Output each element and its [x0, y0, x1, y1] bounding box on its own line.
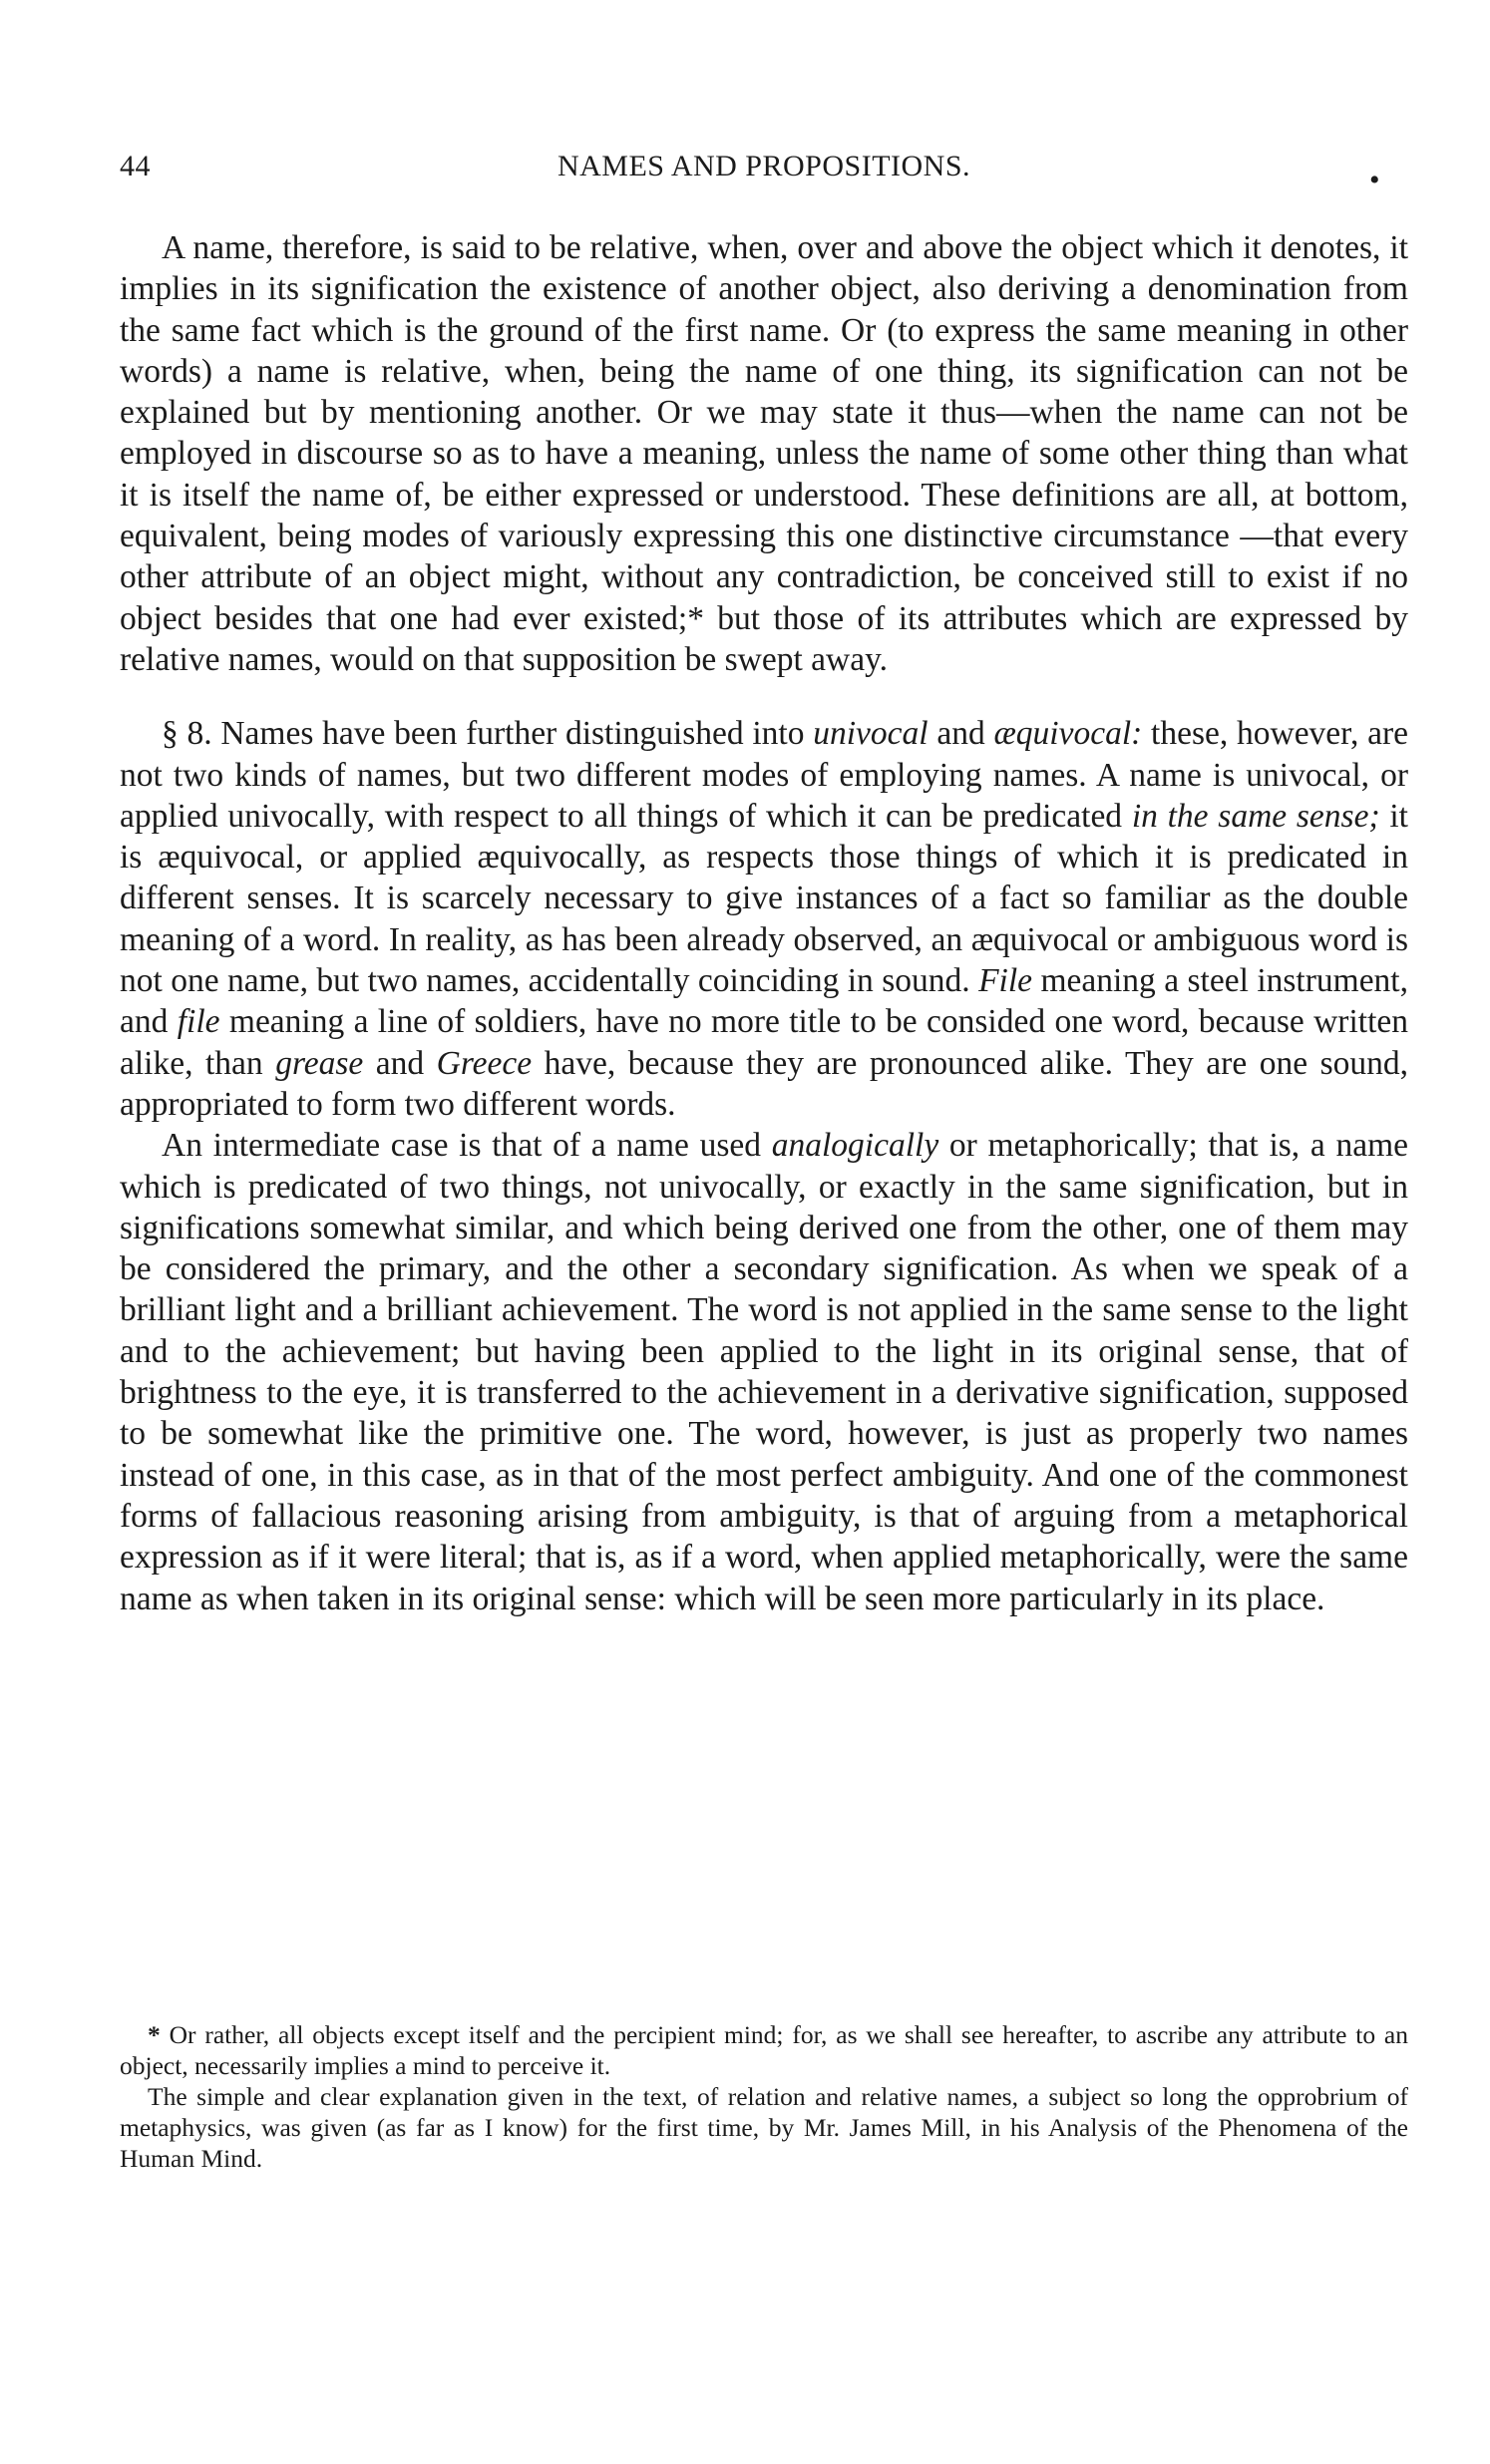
italic-term: analogically — [771, 1127, 939, 1165]
italic-term: File — [978, 962, 1033, 1000]
page-number: 44 — [120, 150, 151, 182]
running-head: NAMES AND PROPOSITIONS. — [557, 150, 971, 182]
italic-term: univocal — [813, 715, 929, 753]
corner-dot-mark: • — [1368, 164, 1380, 196]
footnotes — [120, 2019, 1408, 2174]
page-header — [120, 150, 1408, 196]
italic-term: grease — [275, 1044, 364, 1082]
paragraph-relative-names: A name, therefore, is said to be relative, when, over and above the object which it denotes, it implies in its signification the existence of another object, also deriving a denomination from the same fact which is the ground of the first name. Or (to express the same meaning in other words) a name is relative, when, being the name of one thing, its signification can not be explained but by mentioning another. Or we may state it thus—when the name can not be employed in discourse so as to have a meaning, unless the name of some other thing than what it is itself the name of, be either expressed or understood. These definitions are all, at bottom, equivalent, being modes of variously expressing this one distinctive circumstance —that every other attribute of an object might, without any contradiction, be conceived still to exist if no object besides that one had ever existed;* but those of its attributes which are expressed by relative names, would on that supposition be swept away. — [120, 229, 1408, 678]
footnote-marker: * — [148, 2020, 161, 2049]
italic-term: Greece — [436, 1044, 533, 1082]
italic-term: æquivocal: — [993, 715, 1143, 753]
footnote-2: The simple and clear explanation given in the text, of relation and relative names, a subject so long the opprobrium of metaphysics, was given (as far as I know) for the first time, by Mr. James Mill, in his Analysis of the Phenomena of the Human Mind. — [120, 2082, 1408, 2173]
paragraph-section-8: § 8. Names have been further distinguished into univocal and æquivocal: these, however, are not two kinds of names, but two different modes of employing names. A name is univocal, or applied univocally, with respect to all things of which it can be predicated in the same sense; it is æquivocal, or applied æquivocally, as respects those things of which it is predicated in different senses. It is scarcely necessary to give instances of a fact so familiar as the double meaning of a word. In reality, as has been already observed, an æquivocal or ambiguous word is not one name, but two names, accidentally coinciding in sound. File meaning a steel instrument, and file meaning a line of soldiers, have no more title to be consided one word, because written alike, than grease and Greece have, because they are pronounced alike. They are one sound, appropriated to form two different words. — [120, 715, 1409, 1123]
paragraph-analogical-names: An intermediate case is that of a name used analogically or metaphorically; that is, a name which is predicated of two things, not univocally, or exactly in the same signification, but in significations somewhat similar, and which being derived one from the other, one of them may be considered the primary, and the other a secondary signification. As when we speak of a brilliant light and a brilliant achievement. The word is not applied in the same sense to the light and to the achievement; but having been applied to the light in its original sense, that of brightness to the eye, it is transferred to the achievement in a derivative signification, supposed to be somewhat like the primitive one. The word, however, is just as properly two names instead of one, in this case, as in that of the most perfect ambiguity. And one of the commonest forms of fallacious reasoning arising from ambiguity, is that of arguing from a metaphorical expression as if it were literal; that is, as if a word, when applied metaphorically, were the same name as when taken in its original sense: which will be seen more particularly in its place. — [120, 1127, 1409, 1617]
footnote-1: * Or rather, all objects except itself and the percipient mind; for, as we shall see hereafter, to ascribe any attribute to an object, necessarily implies a mind to perceive it. — [120, 2020, 1408, 2080]
main-text — [120, 227, 1408, 1619]
italic-phrase: in the same sense; — [1131, 797, 1380, 835]
italic-term: file — [177, 1003, 220, 1041]
